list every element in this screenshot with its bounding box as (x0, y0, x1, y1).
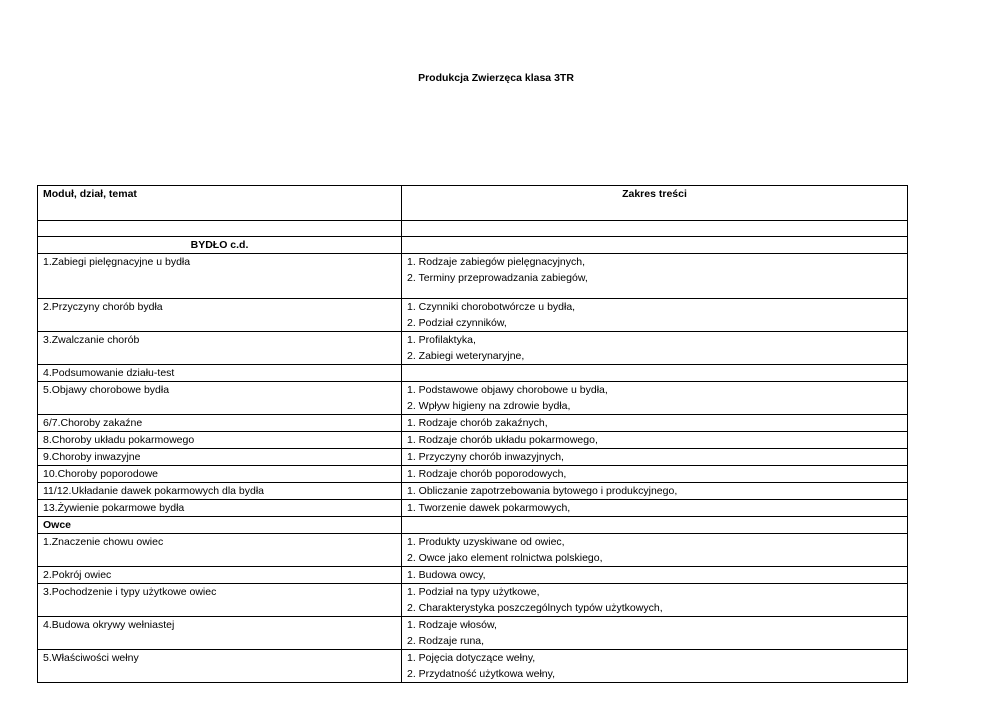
table-row (38, 299, 908, 332)
content-cell (402, 650, 908, 683)
topic-cell: 5.Właściwości wełny (38, 650, 402, 683)
content-cell (402, 432, 908, 449)
table-row (38, 534, 908, 567)
topic-cell: 10.Choroby poporodowe (38, 466, 402, 483)
table-row (38, 432, 908, 449)
content-cell (402, 254, 908, 299)
topic-cell: 5.Objawy chorobowe bydła (38, 382, 402, 415)
content-line: 2. Przydatność użytkowa wełny, (407, 668, 556, 680)
table-header-row (38, 186, 908, 221)
table-row (38, 449, 908, 466)
header-content: Zakres treści (402, 186, 908, 221)
content-cell (402, 365, 908, 382)
table-row (38, 567, 908, 584)
content-cell (402, 415, 908, 432)
content-line: 2. Charakterystyka poszczególnych typów użytkowych, (407, 602, 663, 614)
section-row-owce (38, 517, 908, 534)
content-line: 2. Owce jako element rolnictwa polskiego, (407, 552, 603, 564)
table-row (38, 584, 908, 617)
section-title-bydlo: BYDŁO c.d. (38, 237, 402, 254)
table-row (38, 500, 908, 517)
content-line: 1. Rodzaje chorób układu pokarmowego, (407, 434, 598, 446)
content-cell (402, 584, 908, 617)
content-cell (402, 299, 908, 332)
topic-cell: 11/12.Układanie dawek pokarmowych dla bydła (38, 483, 402, 500)
content-line: 1. Przyczyny chorób inwazyjnych, (407, 451, 564, 463)
topic-cell: 2.Pokrój owiec (38, 567, 402, 584)
content-line: 1. Tworzenie dawek pokarmowych, (407, 502, 571, 514)
topic-cell: 4.Podsumowanie działu-test (38, 365, 402, 382)
content-line: 2. Terminy przeprowadzania zabiegów, (407, 272, 588, 284)
content-line: 1. Czynniki chorobotwórcze u bydła, (407, 301, 576, 313)
topic-cell: 8.Choroby układu pokarmowego (38, 432, 402, 449)
table-row (38, 466, 908, 483)
section-row-bydlo (38, 237, 908, 254)
content-line: 2. Rodzaje runa, (407, 635, 485, 647)
content-cell (402, 534, 908, 567)
content-cell (402, 567, 908, 584)
document-title: Produkcja Zwierzęca klasa 3TR (418, 72, 574, 84)
topic-cell: 9.Choroby inwazyjne (38, 449, 402, 466)
content-line: 1. Podział na typy użytkowe, (407, 586, 540, 598)
topic-cell: 3.Zwalczanie chorób (38, 332, 402, 365)
content-line: 1. Budowa owcy, (407, 569, 486, 581)
table-row (38, 650, 908, 683)
content-cell (402, 332, 908, 365)
content-cell (402, 466, 908, 483)
content-line: 1. Podstawowe objawy chorobowe u bydła, (407, 384, 608, 396)
curriculum-table (37, 185, 908, 683)
content-line: 2. Zabiegi weterynaryjne, (407, 350, 525, 362)
content-cell (402, 617, 908, 650)
topic-cell: 4.Budowa okrywy wełniastej (38, 617, 402, 650)
topic-cell: 13.Żywienie pokarmowe bydła (38, 500, 402, 517)
table-row (38, 483, 908, 500)
table-row (38, 617, 908, 650)
topic-cell: 2.Przyczyny chorób bydła (38, 299, 402, 332)
content-line (407, 365, 902, 381)
content-line: 1. Pojęcia dotyczące wełny, (407, 652, 536, 664)
content-line: 1. Produkty uzyskiwane od owiec, (407, 536, 565, 548)
content-cell (402, 500, 908, 517)
content-cell (402, 382, 908, 415)
content-cell (402, 483, 908, 500)
content-line: 1. Rodzaje chorób poporodowych, (407, 468, 567, 480)
content-cell (402, 449, 908, 466)
content-line: 1. Rodzaje zabiegów pielęgnacyjnych, (407, 256, 586, 268)
table-row (38, 332, 908, 365)
content-line: 1. Rodzaje włosów, (407, 619, 497, 631)
section-title-owce: Owce (38, 517, 402, 534)
content-line: 1. Profilaktyka, (407, 334, 476, 346)
table-row (38, 365, 908, 382)
topic-cell: 3.Pochodzenie i typy użytkowe owiec (38, 584, 402, 617)
header-topic: Moduł, dział, temat (38, 186, 402, 221)
topic-cell: 1.Zabiegi pielęgnacyjne u bydła (38, 254, 402, 299)
topic-cell: 1.Znaczenie chowu owiec (38, 534, 402, 567)
table-row (38, 415, 908, 432)
content-line: 2. Wpływ higieny na zdrowie bydła, (407, 400, 571, 412)
content-line: 2. Podział czynników, (407, 317, 507, 329)
content-line: 1. Obliczanie zapotrzebowania bytowego i produkcyjnego, (407, 485, 678, 497)
table-row (38, 382, 908, 415)
spacer-row (38, 221, 908, 237)
content-line: 1. Rodzaje chorób zakaźnych, (407, 417, 548, 429)
topic-cell: 6/7.Choroby zakaźne (38, 415, 402, 432)
table-row (38, 254, 908, 299)
